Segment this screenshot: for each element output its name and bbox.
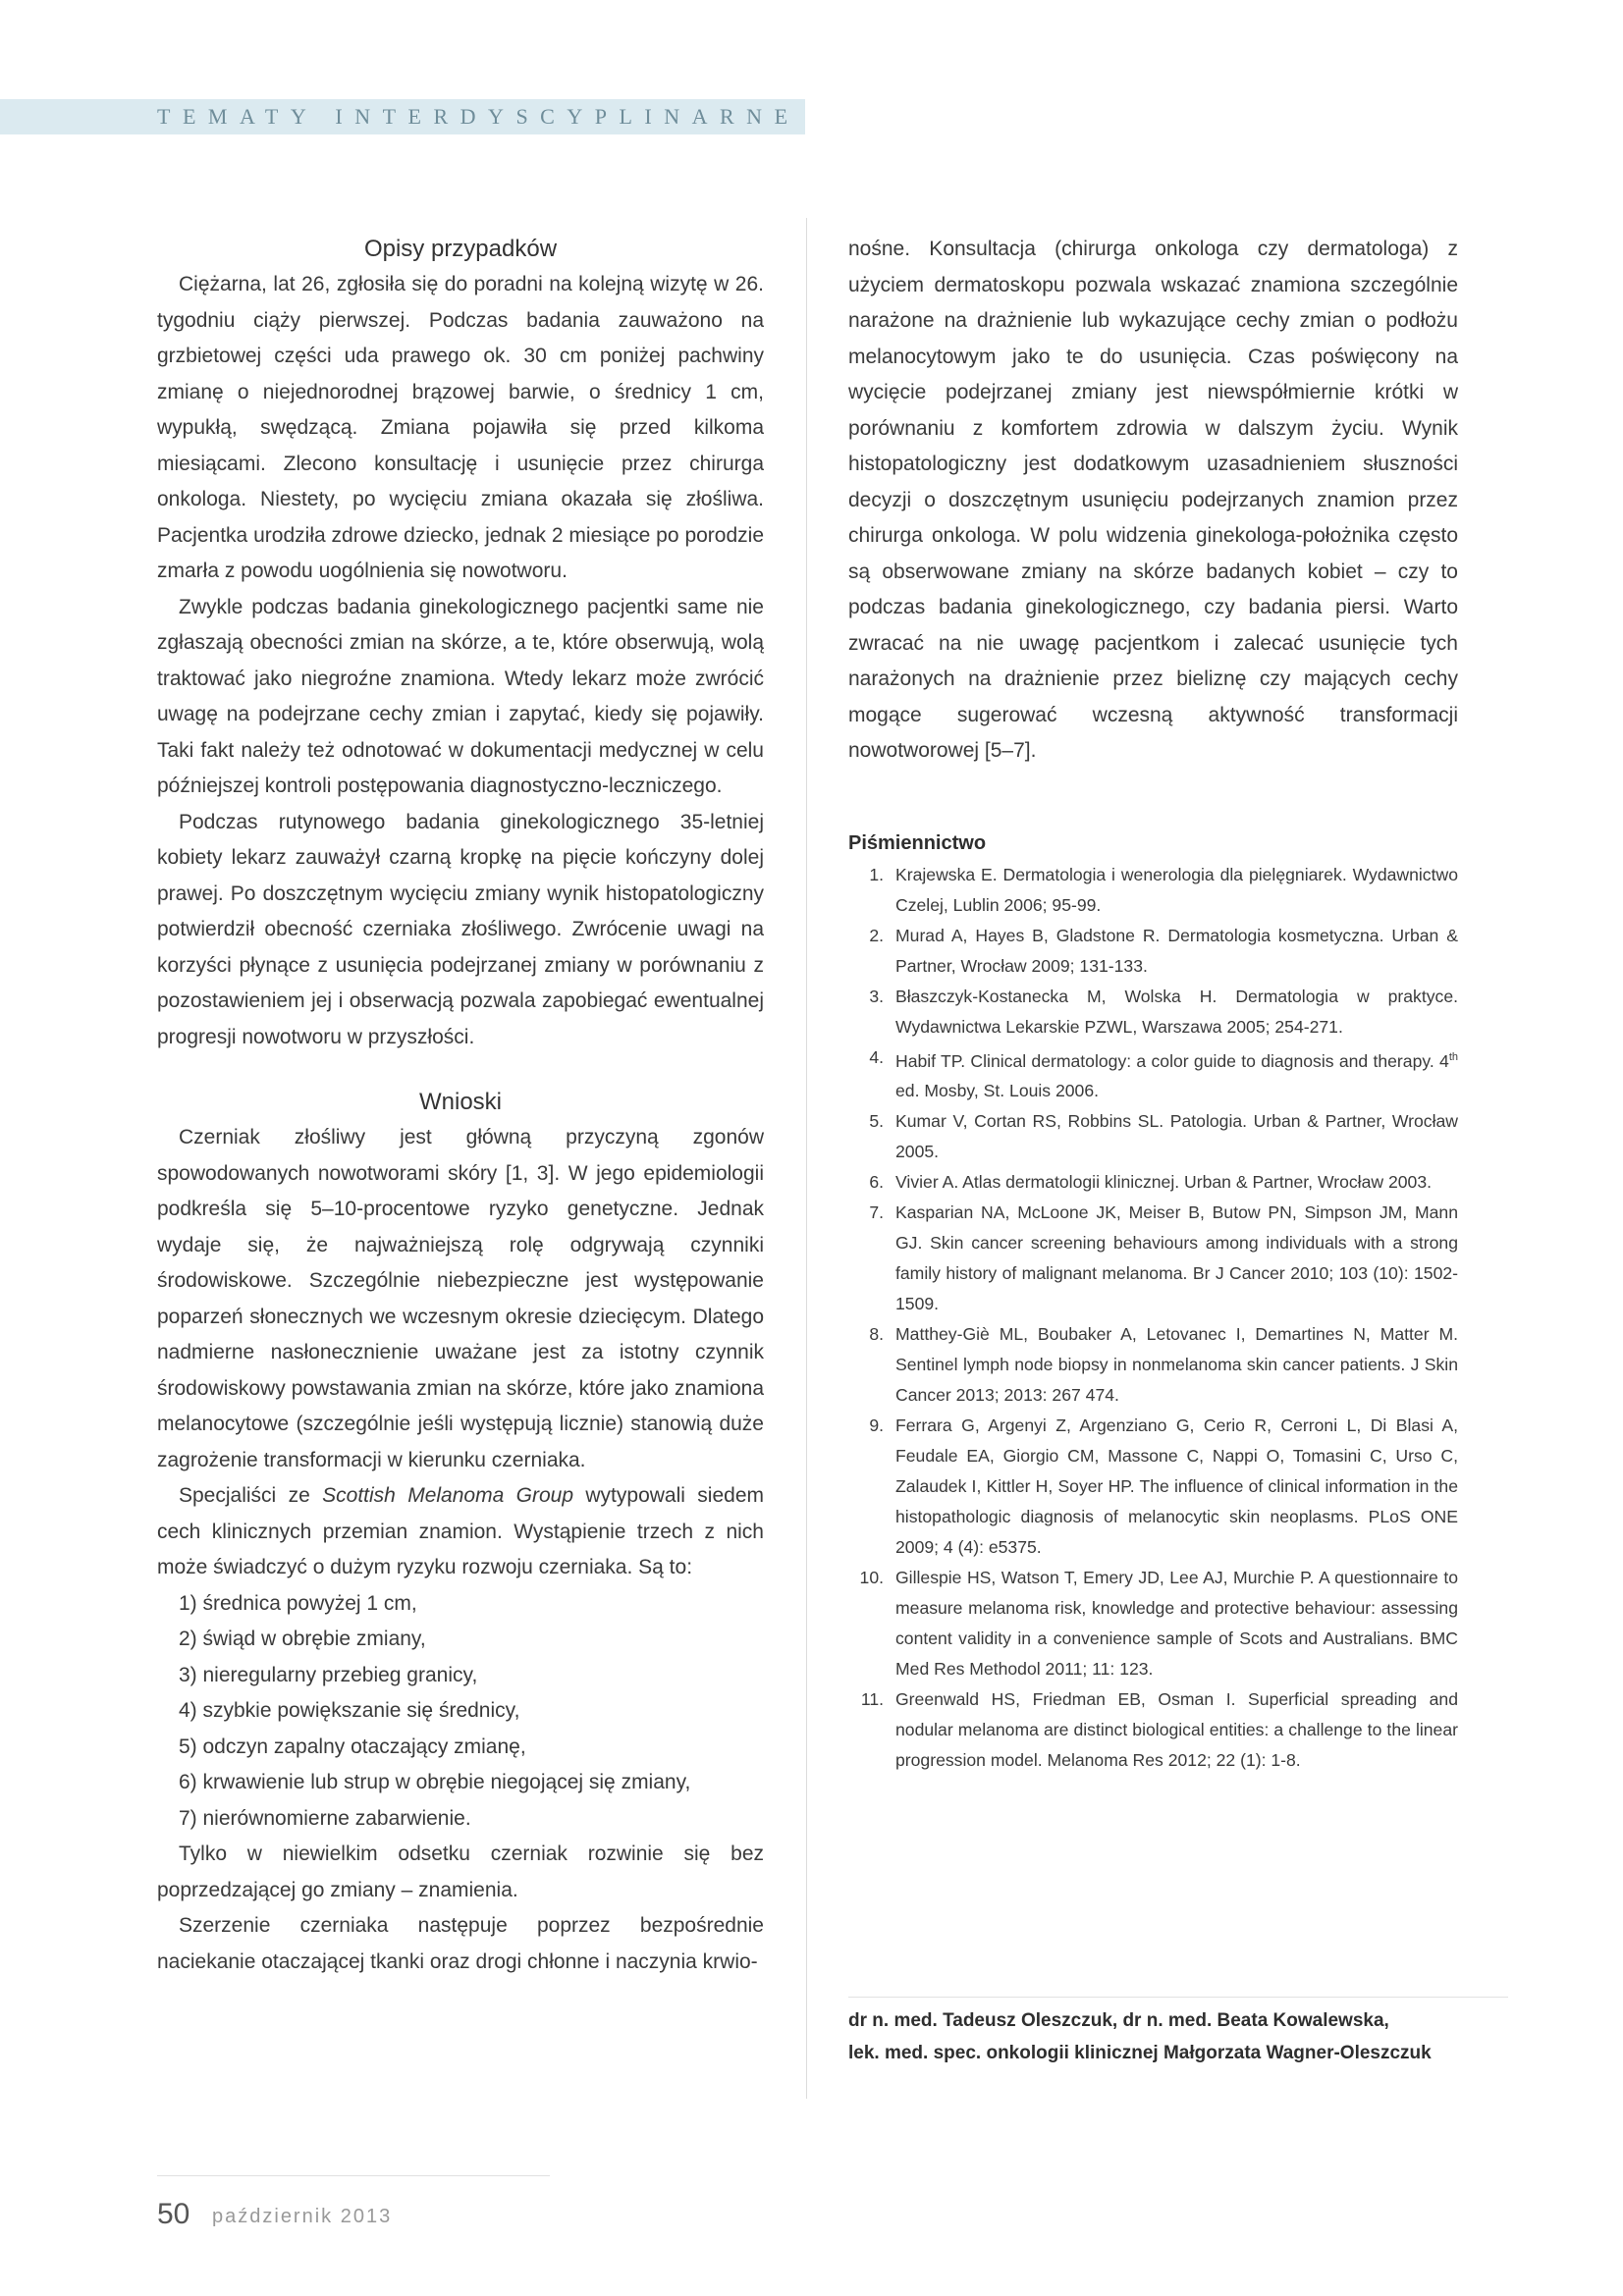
list-item: 2) świąd w obrębie zmiany, <box>179 1628 426 1650</box>
page-number: 50 <box>157 2198 190 2230</box>
reference-item: 6. Vivier A. Atlas dermatologii klinicznej. Urban & Partner, Wrocław 2003. <box>869 1172 1432 1193</box>
reference-item: 5. Kumar V, Cortan RS, Robbins SL. Patologia. Urban & Partner, Wrocław 2005. <box>869 1111 1458 1162</box>
cases-heading: Opisy przypadków <box>363 236 558 262</box>
list-item: 1) średnica powyżej 1 cm, <box>179 1591 417 1615</box>
reference-item: 3. Błaszczyk-Kostanecka M, Wolska H. Dermatologia w praktyce. Wydawnictwa Lekarskie PZWL, Warszawa 2005; 254-271. <box>869 986 1458 1037</box>
authors-block <box>848 2004 1536 2069</box>
reference-item: 4. Habif TP. Clinical dermatology: a color guide to diagnosis and therapy. 4th ed. Mosby, St. Louis 2006. <box>869 1046 1458 1101</box>
reference-item: 10. Gillespie HS, Watson T, Emery JD, Lee AJ, Murchie P. A questionnaire to measure melanoma risk, knowledge and protective behaviour: assessing content validity in a convenience sample of Scots and Australians. BMC Med Res Methodol 2011; 11: 123. <box>859 1568 1458 1680</box>
scottish-melanoma-group: Scottish Melanoma Group <box>322 1484 574 1507</box>
reference-item: 9. Ferrara G, Argenyi Z, Argenziano G, Cerio R, Cerroni L, Di Blasi A, Feudale EA, Giorgio CM, Massone C, Nappi O, Tomasini C, Urso C, Zalaudek I, Kittler H, Soyer HP. The influence of clinical information in the histopathologic diagnosis of melanocytic skin neoplasms. PLoS ONE 2009; 4 (4): e5375. <box>869 1415 1458 1558</box>
conclusions-heading: Wnioski <box>418 1089 502 1115</box>
conclusions-paragraph-4: Szerzenie czerniaka następuje poprzez bezpośrednie naciekanie otaczającej tkanki oraz drogi chłonne i naczynia krwio- <box>157 1914 764 1973</box>
reference-item: 2. Murad A, Hayes B, Gladstone R. Dermatologia kosmetyczna. Urban & Partner, Wrocław 2009; 131-133. <box>869 925 1458 976</box>
cases-paragraph-2: Zwykle podczas badania ginekologicznego pacjentki same nie zgłaszają obecności zmian na skórze, a te, które obserwują, wolą traktować jako niegroźne znamiona. Wtedy lekarz może zwrócić uwagę na podejrzane cechy zmian i zapytać, kiedy się pojawiły. Taki fakt należy też odnotować w dokumentacji medycznej w celu późniejszej kontroli postępowania diagnostyczno-leczniczego. <box>157 595 764 797</box>
conclusions-p2-start: Specjaliści ze <box>179 1484 323 1507</box>
list-item: 3) nieregularny przebieg granicy, <box>179 1663 478 1686</box>
feature-list <box>157 1586 764 1838</box>
conclusions-paragraph-3: Tylko w niewielkim odsetku czerniak rozwinie się bez poprzedzającej go zmiany – znamienia. <box>157 1842 764 1901</box>
reference-item: 1. Krajewska E. Dermatologia i wenerologia dla pielęgniarek. Wydawnictwo Czelej, Lublin 2006; 95-99. <box>869 864 1458 915</box>
footer-divider <box>157 2175 550 2176</box>
list-item: 5) odczyn zapalny otaczający zmianę, <box>179 1735 526 1758</box>
continuation-paragraph: nośne. Konsultacja (chirurga onkologa czy dermatologa) z użyciem dermatoskopu pozwala wskazać znamiona szczególnie narażone na drażnienie lub wykazujące cechy zmian o podłożu melanocytowym jako te do usunięcia. Czas poświęcony na wycięcie podejrzanej zmiany jest niewspółmiernie krótki w porównaniu z komfortem zdrowia w dalszym życiu. Wynik histopatologiczny jest dodatkowym uzasadnieniem słuszności decyzji o doszczętnym usunięciu podejrzanych znamion przez chirurga onkologa. W polu widzenia ginekologa-położnika często są obserwowane zmiany na skórze badanych kobiet – czy to podczas badania ginekologicznego, czy badania piersi. Warto zwracać na nie uwagę pacjentkom i zalecać usunięcie tych narażonych na drażnienie przez bieliznę czy mających cechy mogące sugerować wczesną aktywność transformacji nowotworowej [5–7]. <box>848 238 1458 762</box>
left-column <box>157 232 764 1980</box>
list-item: 4) szybkie powiększanie się średnicy, <box>179 1699 520 1722</box>
conclusions-paragraph-1: Czerniak złośliwy jest główną przyczyną zgonów spowodowanych nowotworami skóry [1, 3]. W jego epidemiologii podkreśla się 5–10-procentowe ryzyko genetyczne. Jednak wydaje się, że najważniejszą rolę odgrywają czynniki środowiskowe. Szczególnie niebezpieczne jest występowanie poparzeń słonecznych we wczesnym okresie dziecięcym. Dlatego nadmierne nasłonecznienie uważane jest za istotny czynnik środowiskowy powstawania zmian na skórze, które jako znamiona melanocytowe (szczególnie jeśli występują licznie) stanowią duże zagrożenie transformacji w kierunku czerniaka. <box>157 1126 764 1471</box>
cases-paragraph-3: Podczas rutynowego badania ginekologicznego 35-letniej kobiety lekarz zauważył czarną kropkę na pięcie kończyny dolej prawej. Po doszczętnym wycięciu zmiany wynik histopatologiczny potwierdził obecność czerniaka złośliwego. Zwrócenie uwagi na korzyści płynące z usunięcia podejrzanej zmiany w porównaniu z pozostawieniem jej i obserwacją pozwala zapobiegać ewentualnej progresji nowotworu w przyszłości. <box>157 810 764 1048</box>
issue-date: październik 2013 <box>212 2206 393 2227</box>
cases-paragraph-1: Ciężarna, lat 26, zgłosiła się do poradni na kolejną wizytę w 26. tygodniu ciąży pierwszej. Podczas badania zauważono na grzbietowej części uda prawego ok. 30 cm poniżej pachwiny zmianę o niejednorodnej brązowej barwie, o średnicy 1 cm, wypukłą, swędzącą. Zmiana pojawiła się przed kilkoma miesiącami. Zlecono konsultację i usunięcie przez chirurga onkologa. Niestety, po wycięciu zmiana okazała się złośliwa. Pacjentka urodziła zdrowe dziecko, jednak 2 miesiące po porodzie zmarła z powodu uogólnienia się nowotworu. <box>157 273 764 582</box>
references-heading: Piśmiennictwo <box>848 831 987 854</box>
conclusions-paragraph-2 <box>157 1478 764 1586</box>
column-divider <box>806 218 807 2099</box>
authors-divider <box>848 1997 1508 1998</box>
reference-item: 11. Greenwald HS, Friedman EB, Osman I. Superficial spreading and nodular melanoma are distinct biological entities: a challenge to the linear progression model. Melanoma Res 2012; 22 (1): 1-8. <box>860 1689 1458 1771</box>
list-item: 7) nierównomierne zabarwienie. <box>179 1806 471 1830</box>
authors-line-1: dr n. med. Tadeusz Oleszczuk, dr n. med. Beata Kowalewska, <box>848 2010 1389 2031</box>
right-column <box>848 232 1458 1776</box>
references-list <box>848 860 1458 1777</box>
list-item: 6) krwawienie lub strup w obrębie niegojącej się zmiany, <box>179 1771 691 1793</box>
authors-line-2: lek. med. spec. onkologii klinicznej Małgorzata Wagner-Oleszczuk <box>848 2043 1432 2063</box>
section-header-title: TEMATY INTERDYSCYPLINARNE <box>157 104 800 129</box>
reference-item: 7. Kasparian NA, McLoone JK, Meiser B, Butow PN, Simpson JM, Mann GJ. Skin cancer screening behaviours among individuals with a strong family history of malignant melanoma. Br J Cancer 2010; 103 (10): 1502-1509. <box>869 1202 1458 1314</box>
reference-item: 8. Matthey-Giè ML, Boubaker A, Letovanec I, Demartines N, Matter M. Sentinel lymph node biopsy in nonmelanoma skin cancer patients. J Skin Cancer 2013; 2013: 267 474. <box>869 1324 1458 1406</box>
conclusions-p2-end: wytypowali siedem cech klinicznych przemian znamion. Wystąpienie trzech z nich może świadczyć o dużym ryzyku rozwoju czerniaka. Są to: <box>157 1484 764 1578</box>
